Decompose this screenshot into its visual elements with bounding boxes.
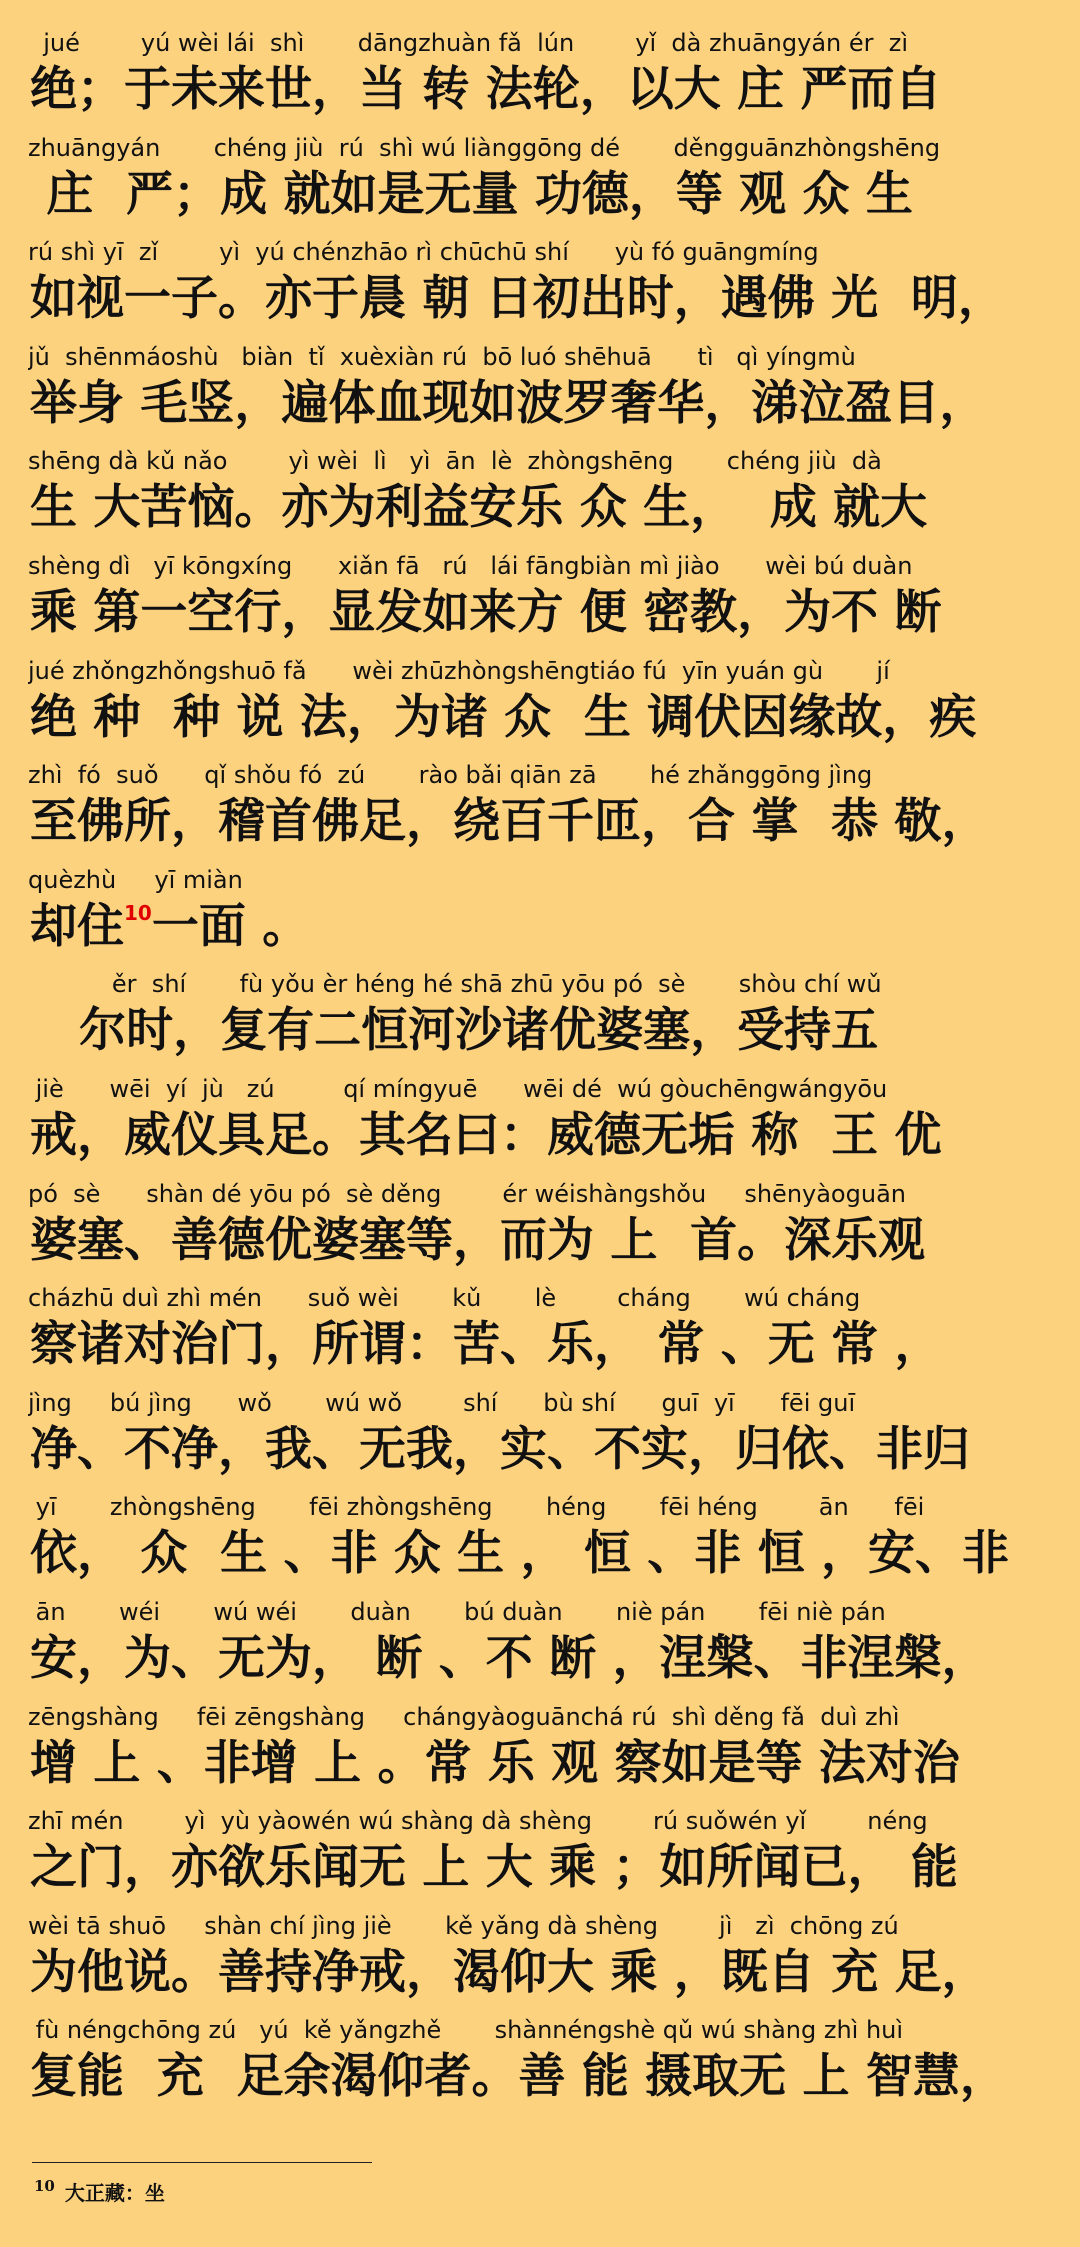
- pinyin-line: yī zhòngshēng fēi zhòngshēng héng fēi héng ān fēi: [28, 1493, 925, 1521]
- footnote-divider: [32, 2162, 372, 2163]
- pinyin-line: jué zhǒngzhǒngshuō fǎ wèi zhūzhòngshēngtiáo fú yīn yuán gù jí: [28, 657, 890, 685]
- footnote: [34, 2178, 165, 2208]
- pinyin-line: jǔ shēnmáoshù biàn tǐ xuèxiàn rú bō luó shēhuā tì qì yíngmù: [28, 343, 856, 371]
- text-line: [0, 863, 1080, 959]
- pinyin-line: fù néngchōng zú yú kě yǎngzhě shànnéngshè qǔ wú shàng zhì huì: [28, 2016, 904, 2044]
- hanzi-line: 至佛所，稽首佛足，绕百千匝，合 掌 恭 敬，: [30, 794, 989, 849]
- text-line: [0, 967, 1080, 1063]
- text-line: [0, 1490, 1080, 1586]
- hanzi-line: 绝；于未来世，当 转 法轮，以大 庄 严而自: [30, 62, 942, 117]
- text-line: [0, 131, 1080, 227]
- pinyin-line: jiè wēi yí jù zú qí míngyuē wēi dé wú gòuchēngwángyōu: [28, 1075, 888, 1103]
- hanzi-line: 如视一子。亦于晨 朝 日初出时，遇佛 光 明，: [30, 271, 1005, 326]
- text-line: [0, 1281, 1080, 1377]
- pinyin-line: zēngshàng fēi zēngshàng chángyàoguānchá rú shì děng fǎ duì zhì: [28, 1703, 900, 1731]
- hanzi-line: 净、不净，我、无我，实、不实，归依、非归: [30, 1422, 970, 1477]
- pinyin-line: wèi tā shuō shàn chí jìng jiè kě yǎng dà shèng jì zì chōng zú: [28, 1912, 899, 1940]
- text-line: [0, 444, 1080, 540]
- text-line: [0, 1700, 1080, 1796]
- text-line: [0, 340, 1080, 436]
- hanzi-line: 尔时，复有二恒河沙诸优婆塞，受持五: [30, 1003, 879, 1058]
- hanzi-line: [30, 897, 1080, 957]
- text-line: [0, 1804, 1080, 1900]
- text-line: [0, 1072, 1080, 1168]
- hanzi-line: 之门，亦欲乐闻无 上 大 乘 ；如所闻已， 能: [30, 1840, 958, 1895]
- text-line: [0, 26, 1080, 122]
- pinyin-line: jìng bú jìng wǒ wú wǒ shí bù shí guī yī fēi guī: [28, 1389, 856, 1417]
- text-line: [0, 1595, 1080, 1691]
- hanzi-line: 乘 第一空行，显发如来方 便 密教，为不 断: [30, 585, 942, 640]
- pinyin-line: shèng dì yī kōngxíng xiǎn fā rú lái fāngbiàn mì jiào wèi bú duàn: [28, 552, 913, 580]
- hanzi-segment: 却住: [30, 899, 124, 954]
- pinyin-line: quèzhù yī miàn: [28, 866, 243, 894]
- pinyin-line: pó sè shàn dé yōu pó sè děng ér wéishàngshǒu shēnyàoguān: [28, 1180, 906, 1208]
- hanzi-line: 复能 充 足余渴仰者。善 能 摄取无 上 智慧，: [30, 2049, 1007, 2104]
- hanzi-line: 察诸对治门，所谓：苦、乐， 常 、无 常 ，: [30, 1317, 942, 1372]
- pinyin-line: shēng dà kǔ nǎo yì wèi lì yì ān lè zhòngshēng chéng jiù dà: [28, 447, 882, 475]
- hanzi-line: 为他说。善持净戒，渴仰大 乘 ，既自 充 足，: [30, 1945, 989, 2000]
- text-line: [0, 1909, 1080, 2005]
- pinyin-line: zhì fó suǒ qǐ shǒu fó zú rào bǎi qiān zā hé zhǎnggōng jìng: [28, 761, 873, 789]
- hanzi-line: 安，为、无为， 断 、不 断 ，涅槃、非涅槃，: [30, 1631, 989, 1686]
- text-line: [0, 758, 1080, 854]
- pinyin-line: rú shì yī zǐ yì yú chénzhāo rì chūchū shí yù fó guāngmíng: [28, 238, 819, 266]
- hanzi-line: 增 上 、非增 上 。常 乐 观 察如是等 法对治: [30, 1736, 960, 1791]
- hanzi-line: 举身 毛竖，遍体血现如波罗奢华，涕泣盈目，: [30, 376, 987, 431]
- hanzi-line: 庄 严；成 就如是无量 功德，等 观 众 生: [30, 167, 913, 222]
- pinyin-line: ān wéi wú wéi duàn bú duàn niè pán fēi niè pán: [28, 1598, 886, 1626]
- hanzi-line: 绝 种 种 说 法，为诸 众 生 调伏因缘故，疾: [30, 690, 977, 745]
- text-line: [0, 549, 1080, 645]
- text-line: [0, 2013, 1080, 2109]
- footnote-number: 10: [34, 2177, 55, 2195]
- hanzi-line: 生 大苦恼。亦为利益安乐 众 生， 成 就大: [30, 480, 928, 535]
- hanzi-segment: 一面 。: [151, 899, 310, 954]
- pinyin-line: jué yú wèi lái shì dāngzhuàn fǎ lún yǐ dà zhuāngyán ér zì: [28, 29, 909, 57]
- pinyin-line: zhuāngyán chéng jiù rú shì wú liànggōng dé děngguānzhòngshēng: [28, 134, 941, 162]
- pinyin-line: zhī mén yì yù yàowén wú shàng dà shèng rú suǒwén yǐ néng: [28, 1807, 928, 1835]
- text-line: [0, 654, 1080, 750]
- hanzi-line: 婆塞、善德优婆塞等，而为 上 首。深乐观: [30, 1213, 926, 1268]
- pinyin-line: ěr shí fù yǒu èr héng hé shā zhū yōu pó sè shòu chí wǔ: [28, 970, 882, 998]
- text-line: [0, 1177, 1080, 1273]
- hanzi-line: 依， 众 生 、非 众 生 ， 恒 、非 恒 ，安、非: [30, 1526, 1009, 1581]
- hanzi-line: 戒，威仪具足。其名曰：威德无垢 称 王 优: [30, 1108, 942, 1163]
- footnote-marker[interactable]: 10: [124, 901, 152, 925]
- footnote-text: 大正藏：坐: [64, 2181, 165, 2205]
- pinyin-line: cházhū duì zhì mén suǒ wèi kǔ lè cháng wú cháng: [28, 1284, 861, 1312]
- text-line: [0, 1386, 1080, 1482]
- text-line: [0, 235, 1080, 331]
